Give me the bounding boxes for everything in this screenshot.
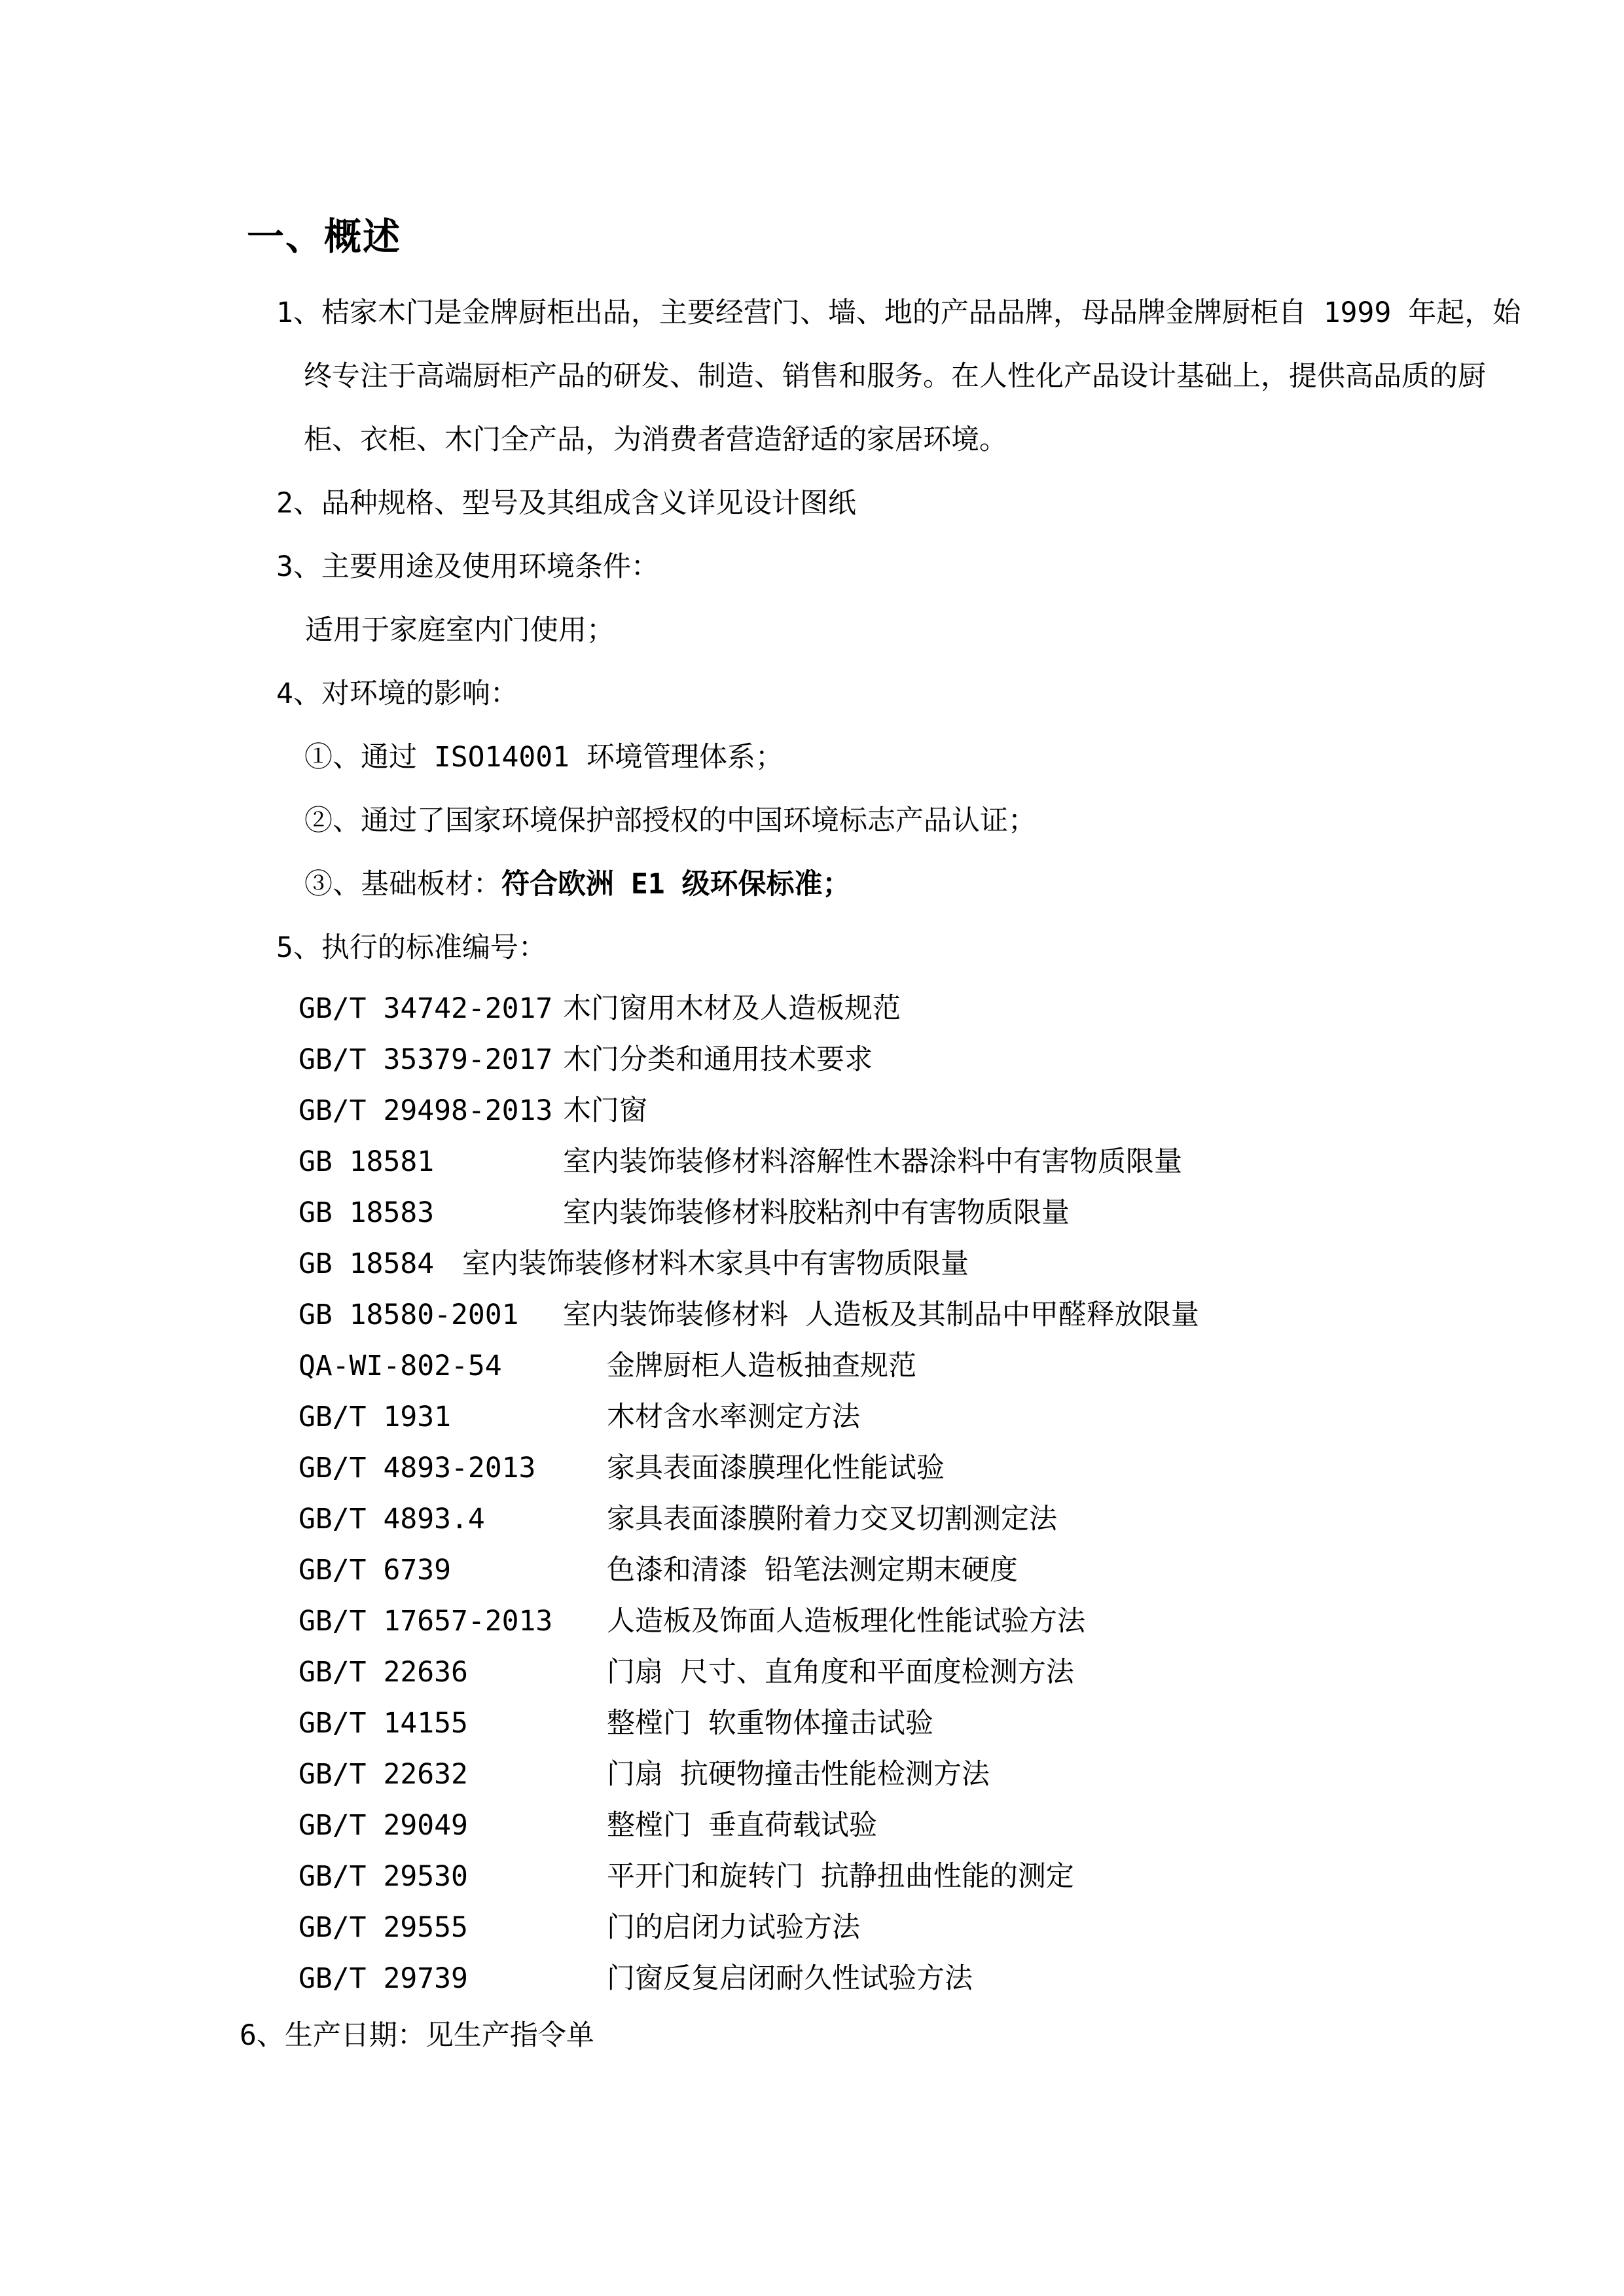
standard-row xyxy=(0,1851,1624,1902)
item-4-point-2: ②、通过了国家环境保护部授权的中国环境标志产品认证； xyxy=(304,804,1036,837)
paragraph-item-2: 2、品种规格、型号及其组成含义详见设计图纸 xyxy=(276,487,856,520)
standard-row xyxy=(0,1238,1624,1289)
standard-description: 家具表面漆膜附着力交叉切割测定法 xyxy=(607,1503,1057,1535)
standard-code: GB/T 35379-2017 xyxy=(298,1043,553,1076)
standard-row xyxy=(0,1494,1624,1545)
standard-description: 木门窗用木材及人造板规范 xyxy=(563,992,901,1025)
standard-description: 整樘门 垂直荷载试验 xyxy=(607,1809,877,1842)
standard-row xyxy=(0,1289,1624,1340)
standard-row xyxy=(0,1340,1624,1391)
standard-code: GB 18584 xyxy=(298,1247,435,1280)
standard-code: GB/T 29530 xyxy=(298,1860,468,1893)
standard-description: 门扇 尺寸、直角度和平面度检测方法 xyxy=(607,1656,1074,1689)
standard-code: GB 18583 xyxy=(298,1196,435,1229)
standard-description: 人造板及饰面人造板理化性能试验方法 xyxy=(607,1605,1085,1638)
standard-code: GB/T 22632 xyxy=(298,1758,468,1791)
standard-row xyxy=(0,1136,1624,1187)
item-1-line-1: 1、桔家木门是金牌厨柜出品，主要经营门、墙、地的产品品牌，母品牌金牌厨柜自 1999 年起，始 xyxy=(276,296,1521,329)
standard-description: 整樘门 软重物体撞击试验 xyxy=(607,1707,933,1740)
item-4-point-3-prefix: ③、基础板材： xyxy=(304,868,501,901)
standard-code: GB/T 29049 xyxy=(298,1809,468,1842)
item-4-point-3-bold-text: 符合欧洲 E1 级环保标准； xyxy=(501,868,851,901)
standard-row xyxy=(0,1902,1624,1953)
standard-description: 室内装饰装修材料溶解性木器涂料中有害物质限量 xyxy=(563,1145,1182,1178)
standard-code: GB 18580-2001 xyxy=(298,1299,519,1331)
paragraph-item-3: 3、主要用途及使用环境条件： xyxy=(276,550,659,583)
standard-row xyxy=(0,1391,1624,1443)
standard-description: 门扇 抗硬物撞击性能检测方法 xyxy=(607,1758,990,1791)
standard-description: 金牌厨柜人造板抽查规范 xyxy=(607,1350,916,1382)
standard-code: GB/T 4893-2013 xyxy=(298,1452,536,1484)
standard-code: GB/T 34742-2017 xyxy=(298,992,553,1025)
standard-row xyxy=(0,1647,1624,1698)
standard-code: GB 18581 xyxy=(298,1145,435,1178)
item-4-point-3 xyxy=(0,853,1624,916)
standard-row xyxy=(0,1749,1624,1800)
paragraph-item-6: 6、生产日期：见生产指令单 xyxy=(240,2019,594,2052)
standard-row xyxy=(0,1800,1624,1851)
standard-description: 室内装饰装修材料 人造板及其制品中甲醛释放限量 xyxy=(563,1299,1199,1331)
standard-description: 木门分类和通用技术要求 xyxy=(563,1043,873,1076)
standard-description: 色漆和清漆 铅笔法测定期末硬度 xyxy=(607,1554,1018,1587)
standard-code: GB/T 29498-2013 xyxy=(298,1094,553,1127)
standard-row xyxy=(0,1698,1624,1749)
standard-description: 家具表面漆膜理化性能试验 xyxy=(607,1452,945,1484)
standard-description: 平开门和旋转门 抗静扭曲性能的测定 xyxy=(607,1860,1074,1893)
standard-description: 木材含水率测定方法 xyxy=(607,1401,860,1433)
paragraph-item-4: 4、对环境的影响： xyxy=(276,677,518,710)
item-1-line-2: 终专注于高端厨柜产品的研发、制造、销售和服务。在人性化产品设计基础上，提供高品质的厨 xyxy=(304,360,1486,393)
item-4-point-1: ①、通过 ISO14001 环境管理体系； xyxy=(304,741,784,774)
standard-row xyxy=(0,1443,1624,1494)
paragraph-item-1 xyxy=(0,281,1624,472)
standard-code: GB/T 4893.4 xyxy=(298,1503,485,1535)
standard-code: GB/T 29555 xyxy=(298,1911,468,1944)
standard-row xyxy=(0,1596,1624,1647)
standard-description: 门的启闭力试验方法 xyxy=(607,1911,860,1944)
standard-row xyxy=(0,1034,1624,1085)
standard-code: GB/T 14155 xyxy=(298,1707,468,1740)
standard-code: GB/T 1931 xyxy=(298,1401,451,1433)
item-3-usage-line: 适用于家庭室内门使用； xyxy=(305,614,615,647)
standard-code: GB/T 17657-2013 xyxy=(298,1605,553,1638)
standards-list xyxy=(0,983,1624,2004)
standard-code: GB/T 6739 xyxy=(298,1554,451,1587)
standard-description: 木门窗 xyxy=(563,1094,647,1127)
standard-description: 门窗反复启闭耐久性试验方法 xyxy=(607,1962,973,1995)
paragraph-item-5: 5、执行的标准编号： xyxy=(276,931,547,964)
section-heading: 一、概述 xyxy=(247,215,401,259)
standard-code: QA-WI-802-54 xyxy=(298,1350,502,1382)
standard-row xyxy=(0,1953,1624,2004)
standard-description: 室内装饰装修材料胶粘剂中有害物质限量 xyxy=(563,1196,1070,1229)
standard-row xyxy=(0,983,1624,1034)
item-1-line-3: 柜、衣柜、木门全产品，为消费者营造舒适的家居环境。 xyxy=(304,423,1007,456)
standard-row xyxy=(0,1187,1624,1238)
standard-code: GB/T 22636 xyxy=(298,1656,468,1689)
standard-description: 室内装饰装修材料木家具中有害物质限量 xyxy=(462,1247,969,1280)
standard-row xyxy=(0,1085,1624,1136)
standard-row xyxy=(0,1545,1624,1596)
standard-code: GB/T 29739 xyxy=(298,1962,468,1995)
